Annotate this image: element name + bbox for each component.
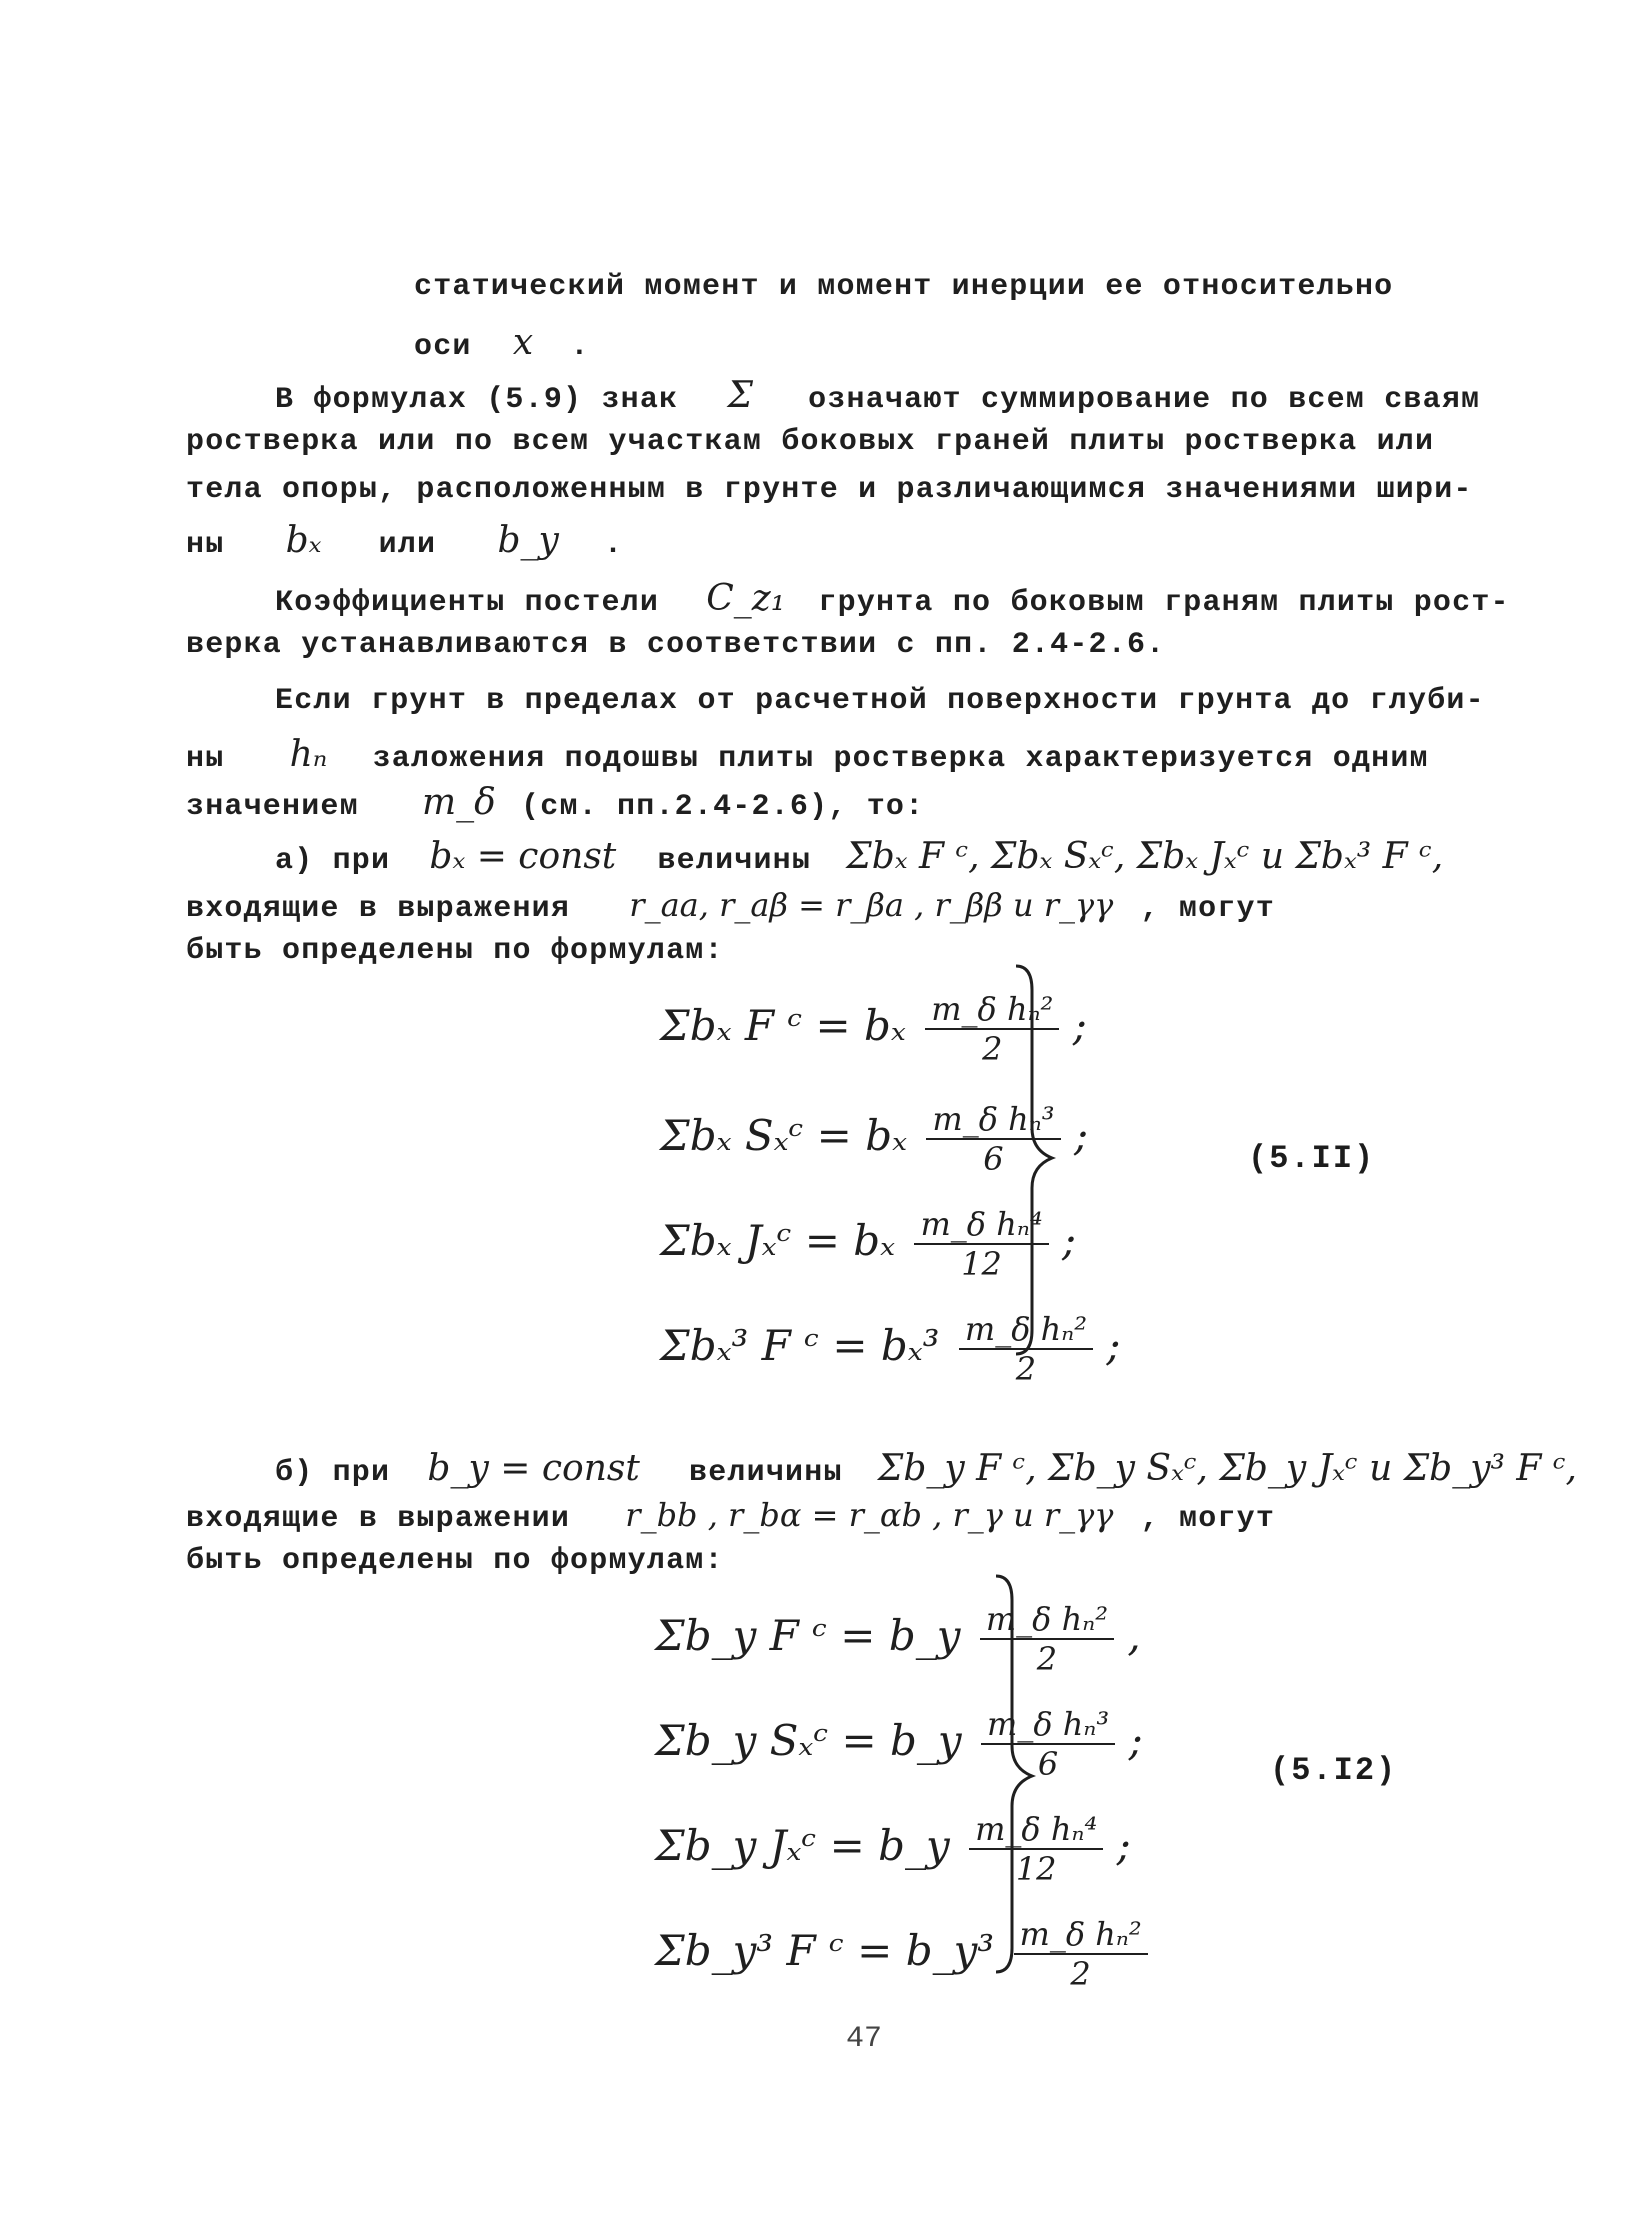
- formula-end: ;: [1062, 1216, 1077, 1265]
- text-line: быть определены по формулам:: [186, 1544, 724, 1578]
- text-line: [275, 836, 1443, 878]
- math-expression: Σbₓ F ᶜ, Σbₓ Sₓᶜ, Σbₓ Jₓᶜ и Σbₓ³ F ᶜ,: [846, 836, 1444, 877]
- text-line: [275, 578, 1510, 620]
- text-line: [186, 782, 924, 824]
- formula-lhs: Σb_y Jₓᶜ = b_y: [655, 1821, 950, 1870]
- fraction-denominator: 2: [982, 1030, 1003, 1068]
- text-segment: , могут: [1140, 892, 1275, 926]
- text-line: статический момент и момент инерции ее относительно: [414, 270, 1394, 304]
- text-word: значением: [186, 790, 359, 824]
- formula-lhs: Σbₓ Jₓᶜ = bₓ: [660, 1216, 896, 1265]
- right-curly-brace: [990, 1570, 1050, 1980]
- equation-number: (5.I2): [1270, 1752, 1398, 1789]
- math-variable: x: [512, 322, 534, 363]
- text-segment: входящие в выражении: [186, 1502, 571, 1536]
- text-line: [186, 1496, 1275, 1536]
- text-word: величины: [689, 1456, 843, 1490]
- fraction-denominator: 12: [1015, 1850, 1057, 1888]
- fraction-numerator: m_δ hₙ²: [1014, 1915, 1148, 1955]
- text-line: тела опоры, расположенным в грунте и различающимся значениями шири-: [186, 473, 1473, 507]
- math-variable: hₙ: [289, 734, 328, 775]
- right-curly-brace: [1010, 960, 1070, 1360]
- formula-row: [655, 1705, 1143, 1783]
- text-segment: б) при: [275, 1456, 391, 1490]
- text-line: [186, 734, 1429, 776]
- math-variable: m_δ: [422, 782, 496, 823]
- text-segment: (см. пп.2.4-2.6), то:: [521, 790, 925, 824]
- text-line: [275, 1448, 1577, 1490]
- equation-number: (5.II): [1248, 1140, 1376, 1177]
- text-segment: , могут: [1140, 1502, 1276, 1536]
- math-variable: b_y: [497, 520, 559, 561]
- sigma-symbol: Σ: [727, 375, 753, 416]
- formula-lhs: Σb_y Sₓᶜ = b_y: [655, 1716, 962, 1765]
- text-line: ростверка или по всем участкам боковых граней плиты ростверка или: [186, 425, 1435, 459]
- text-punct: .: [570, 330, 590, 364]
- text-word: величины: [657, 844, 812, 878]
- formula-end: ;: [1128, 1716, 1143, 1765]
- math-variable: C_z₁: [706, 578, 786, 619]
- text-segment: заложения подошвы плиты ростверка характеризуется одним: [372, 742, 1429, 776]
- math-expression: Σb_y F ᶜ, Σb_y Sₓᶜ, Σb_y Jₓᶜ и Σb_y³ F ᶜ,: [877, 1448, 1577, 1489]
- text-segment: входящие в выражения: [186, 892, 571, 926]
- fraction-numerator: m_δ hₙ²: [925, 990, 1059, 1030]
- math-expression: b_y = const: [427, 1448, 640, 1489]
- text-segment: означают суммирование по всем сваям: [808, 383, 1481, 417]
- page-number: 47: [846, 2022, 883, 2056]
- math-variable: bₓ: [285, 520, 322, 561]
- math-expression: r_bb , r_bα = r_αb , r_γ и r_γγ: [625, 1496, 1114, 1534]
- formula-row: [655, 1915, 1148, 1993]
- text-line: [186, 886, 1275, 926]
- formula-lhs: Σbₓ³ F ᶜ = bₓ³: [660, 1321, 940, 1370]
- fraction-numerator: m_δ hₙ²: [980, 1600, 1114, 1640]
- text-word: или: [378, 528, 437, 562]
- formula-lhs: Σbₓ Sₓᶜ = bₓ: [660, 1111, 908, 1160]
- text-line: Если грунт в пределах от расчетной поверхности грунта до глуби-: [275, 684, 1485, 718]
- fraction-denominator: 2: [1036, 1640, 1058, 1678]
- fraction-denominator: 2: [1070, 1955, 1091, 1993]
- fraction-denominator: 2: [1015, 1350, 1037, 1388]
- text-word: оси: [414, 330, 472, 364]
- formula-end: ,: [1127, 1611, 1141, 1660]
- formula-row: [655, 1600, 1141, 1678]
- formula-end: ;: [1073, 1111, 1089, 1160]
- text-punct: .: [604, 528, 624, 562]
- formula-lhs: Σbₓ F ᶜ = bₓ: [660, 1001, 906, 1050]
- text-line: быть определены по формулам:: [186, 934, 724, 968]
- text-word: ны: [186, 528, 225, 562]
- text-segment: грунта по боковым граням плиты рост-: [818, 586, 1510, 620]
- formula-end: ;: [1116, 1821, 1131, 1870]
- fraction-numerator: m_δ hₙ³: [981, 1705, 1115, 1745]
- text-line: [275, 375, 1480, 417]
- formula-end: ;: [1072, 1001, 1087, 1050]
- text-segment: В формулах (5.9) знак: [275, 383, 679, 417]
- fraction-numerator: m_δ hₙ⁴: [969, 1810, 1103, 1850]
- fraction-numerator: m_δ hₙ²: [959, 1310, 1093, 1350]
- formula-row: [655, 1810, 1131, 1888]
- fraction-denominator: 6: [983, 1140, 1004, 1178]
- text-segment: а) при: [275, 844, 391, 878]
- fraction-denominator: 12: [961, 1245, 1002, 1283]
- text-word: ны: [186, 742, 225, 776]
- text-line: [414, 322, 590, 364]
- fraction-numerator: m_δ hₙ³: [926, 1100, 1060, 1140]
- text-line: [186, 520, 623, 562]
- fraction-numerator: m_δ hₙ⁴: [914, 1205, 1048, 1245]
- fraction-denominator: 6: [1037, 1745, 1059, 1783]
- formula-end: ;: [1106, 1321, 1121, 1370]
- text-segment: Коэффициенты постели: [275, 586, 660, 620]
- formula-lhs: Σb_y F ᶜ = b_y: [655, 1611, 961, 1660]
- math-expression: bₓ = const: [429, 836, 617, 877]
- formula-lhs: Σb_y³ F ᶜ = b_y³: [655, 1926, 995, 1975]
- text-line: верка устанавливаются в соответствии с пп. 2.4-2.6.: [186, 628, 1166, 662]
- math-expression: r_aa, r_aβ = r_βa , r_ββ и r_γγ: [629, 886, 1114, 924]
